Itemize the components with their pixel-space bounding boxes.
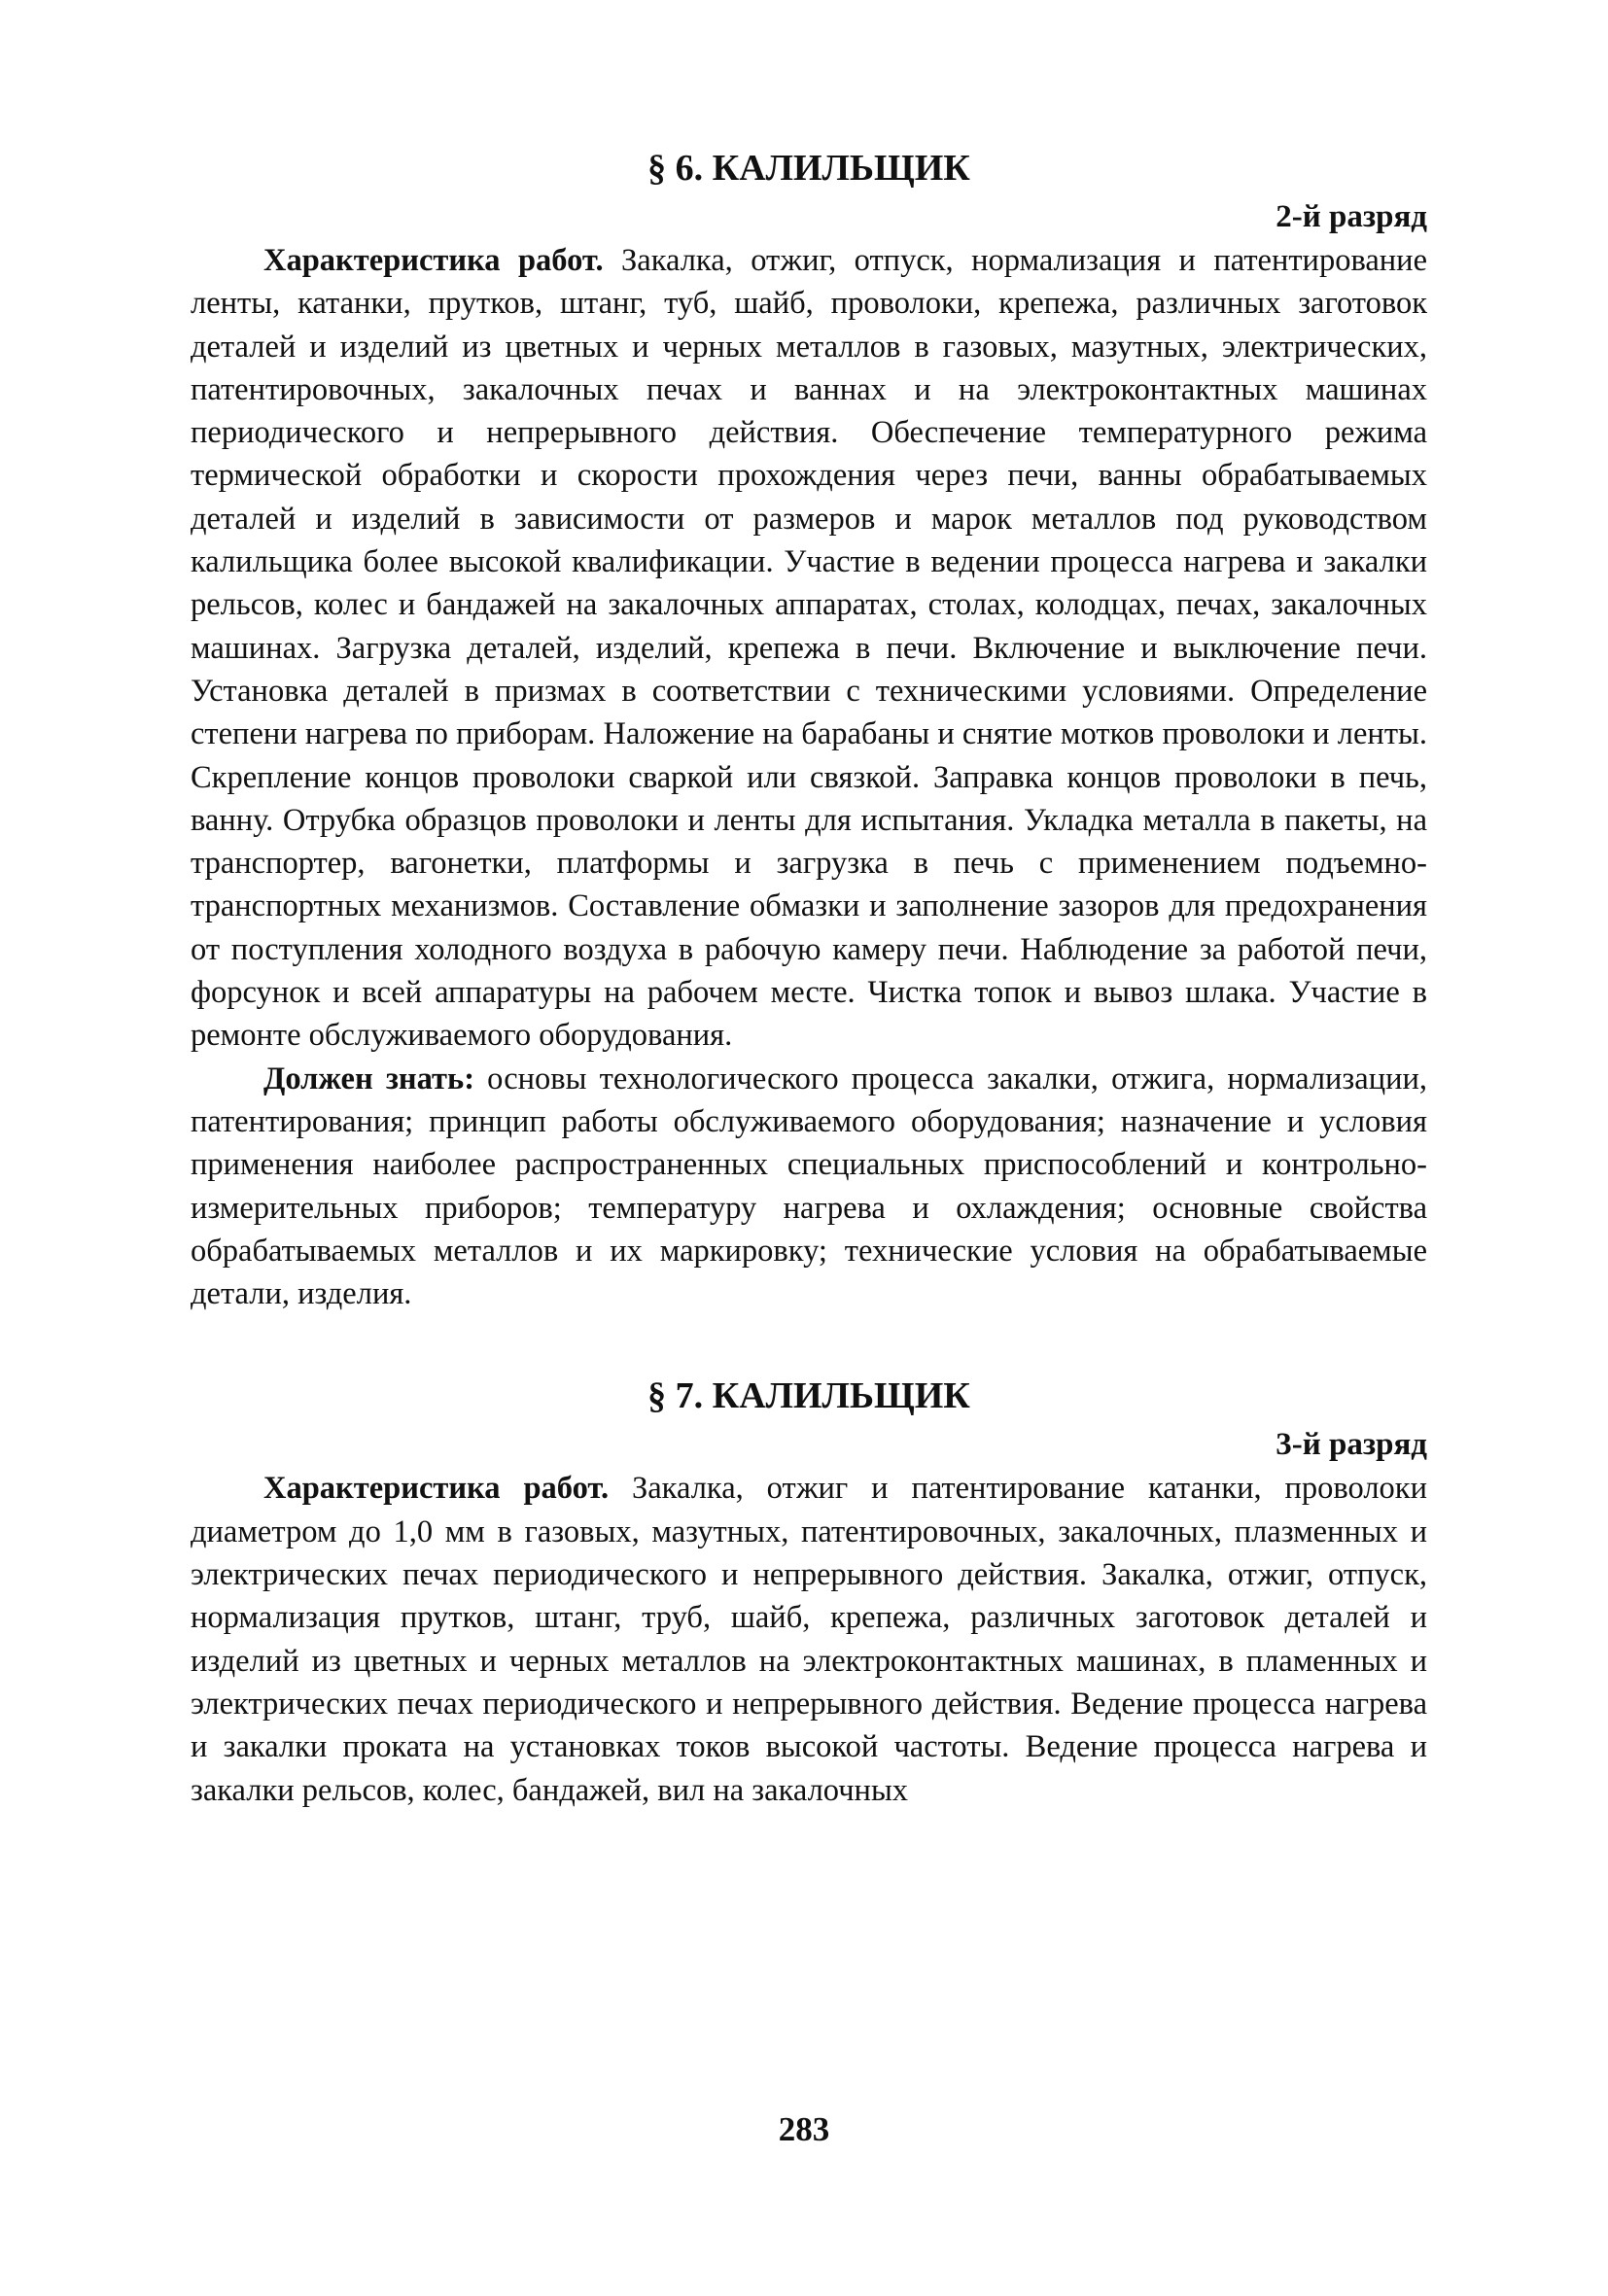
must-know-paragraph [191,1058,1427,1316]
paragraph-lead: Должен знать: [263,1061,475,1096]
paragraph-text: Закалка, отжиг, отпуск, нормализация и патентирование ленты, катанки, прутков, штанг, туб, шайб, проволоки, крепежа, различных заготовок деталей и изделий из цветных и черных металлов в газовых, мазутных, электрических, патентировочных, закалочных печах и ваннах и на электроконтактных машинах периодического и непрерывного действия. Обеспечение температурного режима термической обработки и скорости прохождения через печи, ванны обрабатываемых деталей и изделий в зависимости от размеров и марок металлов под руководством калильщика более высокой квалификации. Участие в ведении процесса нагрева и закалки рельсов, колес и бандажей на закалочных аппаратах, столах, колодцах, печах, закалочных машинах. Загрузка деталей, изделий, крепежа в печи. Включение и выключение печи. Установка деталей в призмах в соответствии с техническими условиями. Определение степени нагрева по приборам. Наложение на барабаны и снятие мотков проволоки и ленты. Скрепление концов проволоки сваркой или связкой. Заправка концов проволоки в печь, ванну. Отрубка образцов проволоки и ленты для испытания. Укладка металла в пакеты, на транспортер, вагонетки, платформы и загрузка в печь с применением подъемно-транспортных механизмов. Составление обмазки и заполнение зазоров для предохранения от поступления холодного воздуха в рабочую камеру печи. Наблюдение за работой печи, форсунок и всей аппаратуры на рабочем месте. Чистка топок и вывоз шлака. Участие в ремонте обслуживаемого оборудования. [191,243,1427,1054]
section-title: § 6. КАЛИЛЬЩИК [647,148,970,189]
paragraph-lead: Характеристика работ. [263,243,604,278]
section-title: § 7. КАЛИЛЬЩИК [647,1375,970,1417]
section-spacer [191,1315,1427,1374]
paragraph-text: основы технологического процесса закалки, отжига, нормализации, патентирования; принцип работы обслуживаемого оборудования; назначение и условия применения наиболее распространенных специальных приспособлений и контрольно-измерительных приборов; температуру нагрева и охлаждения; основные свойства обрабатываемых металлов и их маркировку; технические условия на обрабатываемые детали, изделия. [191,1061,1427,1312]
paragraph-lead: Характеристика работ. [263,1471,610,1507]
work-characteristics-paragraph [191,1467,1427,1811]
work-characteristics-paragraph [191,239,1427,1058]
section-6 [191,146,1427,1315]
page-number: 283 [778,2110,830,2148]
page-body [191,146,1427,1812]
grade-label: 2-й разряд [1276,199,1427,234]
grade-label: 3-й разряд [1276,1427,1427,1463]
section-7 [191,1374,1427,1811]
paragraph-text: Закалка, отжиг и патентирование катанки, проволоки диаметром до 1,0 мм в газовых, мазутных, патентировочных, закалочных, плазменных и электрических печах периодического и непрерывного действия. Закалка, отжиг, отпуск, нормализация прутков, штанг, труб, шайб, крепежа, различных заготовок деталей и изделий из цветных и черных металлов на электроконтактных машинах, в пламенных и электрических печах периодического и непрерывного действия. Ведение процесса нагрева и закалки проката на установках токов высокой частоты. Ведение процесса нагрева и закалки рельсов, колес, бандажей, вил на закалочных [191,1471,1427,1808]
